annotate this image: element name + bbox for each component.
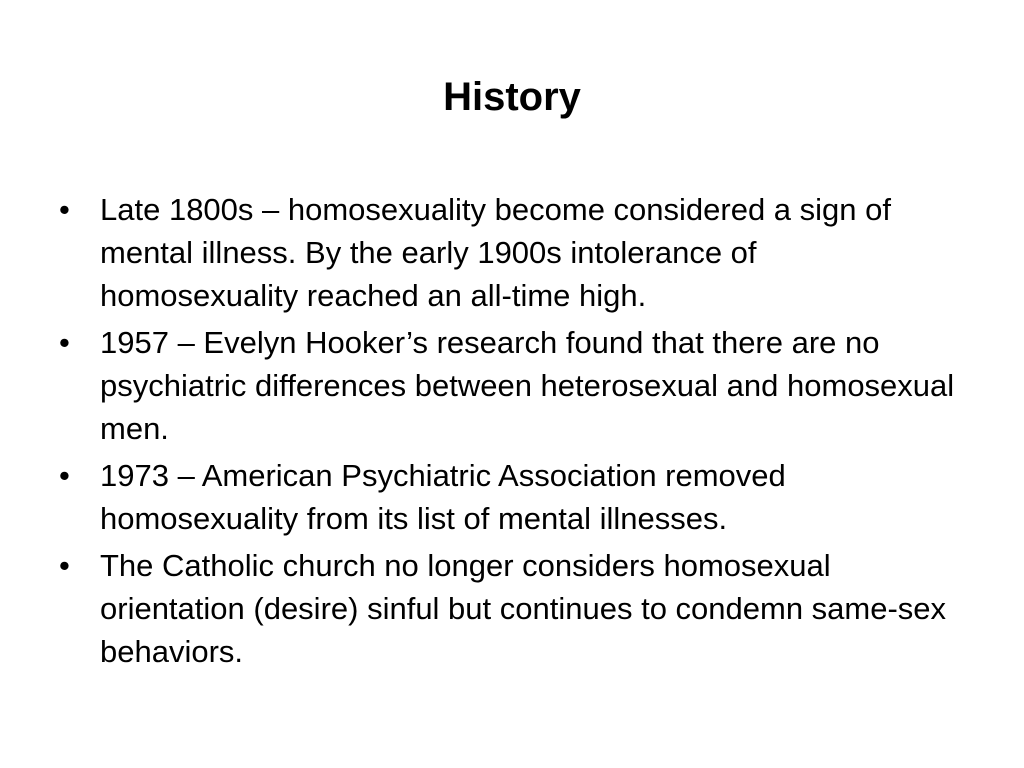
bullet-text: 1973 – American Psychiatric Association removed homosexuality from its list of mental illnesses. xyxy=(100,458,786,536)
bullet-item xyxy=(59,544,959,673)
bullet-marker: • xyxy=(59,325,70,360)
bullet-text: The Catholic church no longer considers homosexual orientation (desire) sinful but continues to condemn same-sex behaviors. xyxy=(100,548,947,669)
bullet-marker: • xyxy=(59,458,70,493)
bullet-item xyxy=(59,321,959,450)
slide-title: History xyxy=(443,75,581,119)
bullet-text: 1957 – Evelyn Hooker’s research found that there are no psychiatric differences between heterosexual and homosexual men. xyxy=(100,325,955,446)
bullet-item xyxy=(59,188,959,317)
bullet-list xyxy=(59,188,959,677)
bullet-marker: • xyxy=(59,192,70,227)
bullet-text: Late 1800s – homosexuality become considered a sign of mental illness. By the early 1900s intolerance of homosexuality reached an all-time high. xyxy=(100,192,891,313)
bullet-marker: • xyxy=(59,548,70,583)
bullet-item xyxy=(59,454,959,540)
